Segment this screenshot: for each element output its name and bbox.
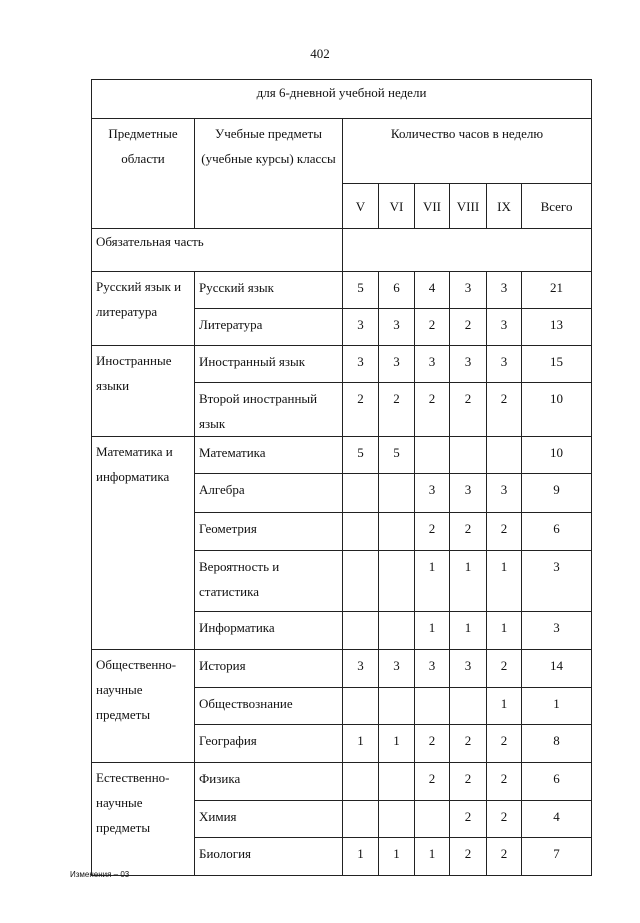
hours-cell <box>379 688 415 725</box>
hours-cell <box>415 801 450 838</box>
hours-cell <box>415 688 450 725</box>
hours-cell <box>415 437 450 474</box>
hours-total: 13 <box>522 309 592 346</box>
hours-cell: 1 <box>379 838 415 876</box>
hours-cell: 2 <box>487 383 522 437</box>
hours-cell: 2 <box>487 650 522 688</box>
hours-cell: 1 <box>450 612 487 650</box>
hours-cell: 5 <box>379 437 415 474</box>
hours-cell: 3 <box>450 650 487 688</box>
hours-cell <box>379 513 415 551</box>
hours-cell: 1 <box>487 688 522 725</box>
subject-name: Физика <box>195 763 343 801</box>
hours-cell: 3 <box>343 346 379 383</box>
hours-cell: 3 <box>379 309 415 346</box>
table-row <box>92 763 592 801</box>
hours-cell <box>343 801 379 838</box>
hours-cell <box>343 513 379 551</box>
subject-name: География <box>195 725 343 763</box>
hours-cell: 2 <box>450 513 487 551</box>
hours-cell: 3 <box>450 272 487 309</box>
class-header: V <box>343 184 379 229</box>
subject-area: Общественно-научные предметы <box>92 650 195 763</box>
hours-cell: 2 <box>415 513 450 551</box>
curriculum-table <box>91 79 592 876</box>
header-hours: Количество часов в неделю <box>343 119 592 184</box>
hours-cell: 1 <box>343 725 379 763</box>
hours-cell: 2 <box>450 801 487 838</box>
hours-cell: 4 <box>415 272 450 309</box>
hours-total: 6 <box>522 513 592 551</box>
hours-cell <box>450 688 487 725</box>
hours-cell <box>343 474 379 513</box>
hours-total: 10 <box>522 437 592 474</box>
class-header: IX <box>487 184 522 229</box>
hours-cell <box>379 474 415 513</box>
hours-cell: 2 <box>487 763 522 801</box>
hours-cell: 3 <box>487 309 522 346</box>
subject-name: Геометрия <box>195 513 343 551</box>
hours-cell <box>379 551 415 612</box>
hours-total: 3 <box>522 551 592 612</box>
hours-total: 6 <box>522 763 592 801</box>
subject-area: Иностранные языки <box>92 346 195 437</box>
class-header: VIII <box>450 184 487 229</box>
hours-cell: 2 <box>487 513 522 551</box>
hours-cell: 3 <box>415 650 450 688</box>
hours-cell: 2 <box>415 763 450 801</box>
subject-name: Химия <box>195 801 343 838</box>
header-area: Предметные области <box>92 119 195 229</box>
subject-name: Информатика <box>195 612 343 650</box>
hours-cell: 2 <box>450 383 487 437</box>
hours-cell <box>379 763 415 801</box>
hours-cell <box>343 763 379 801</box>
subject-area: Математика и информатика <box>92 437 195 650</box>
hours-cell <box>343 551 379 612</box>
subject-name: Обществознание <box>195 688 343 725</box>
hours-cell: 3 <box>379 650 415 688</box>
subject-name: Алгебра <box>195 474 343 513</box>
hours-total: 15 <box>522 346 592 383</box>
section-row <box>92 229 592 272</box>
hours-cell: 3 <box>415 474 450 513</box>
hours-cell: 3 <box>487 272 522 309</box>
class-header: VII <box>415 184 450 229</box>
hours-cell: 1 <box>343 838 379 876</box>
hours-cell: 6 <box>379 272 415 309</box>
class-header-total: Всего <box>522 184 592 229</box>
table-row <box>92 272 592 309</box>
hours-cell <box>379 801 415 838</box>
section-label: Обязательная часть <box>92 229 343 272</box>
hours-cell: 2 <box>415 309 450 346</box>
hours-cell <box>379 612 415 650</box>
header-subject: Учебные предметы (учебные курсы) классы <box>195 119 343 229</box>
hours-cell: 1 <box>450 551 487 612</box>
hours-total: 10 <box>522 383 592 437</box>
class-header: VI <box>379 184 415 229</box>
subject-area: Русский язык и литература <box>92 272 195 346</box>
hours-cell: 3 <box>379 346 415 383</box>
hours-total: 8 <box>522 725 592 763</box>
hours-total: 14 <box>522 650 592 688</box>
subject-name: Русский язык <box>195 272 343 309</box>
hours-total: 7 <box>522 838 592 876</box>
table-title: для 6-дневной учебной недели <box>92 80 592 119</box>
subject-name: Второй иностранный язык <box>195 383 343 437</box>
hours-cell: 1 <box>487 612 522 650</box>
hours-cell <box>487 437 522 474</box>
table-title-row <box>92 80 592 119</box>
hours-cell: 5 <box>343 437 379 474</box>
hours-cell: 3 <box>450 474 487 513</box>
subject-name: История <box>195 650 343 688</box>
page-number: 402 <box>310 46 330 61</box>
table-row <box>92 437 592 474</box>
hours-total: 3 <box>522 612 592 650</box>
hours-cell: 5 <box>343 272 379 309</box>
hours-cell: 1 <box>379 725 415 763</box>
hours-cell: 2 <box>487 838 522 876</box>
hours-cell: 3 <box>450 346 487 383</box>
table-row <box>92 650 592 688</box>
hours-cell: 3 <box>343 650 379 688</box>
hours-cell: 2 <box>487 725 522 763</box>
table-header-row <box>92 119 592 184</box>
hours-cell: 3 <box>487 474 522 513</box>
hours-cell: 3 <box>487 346 522 383</box>
hours-cell: 3 <box>343 309 379 346</box>
hours-cell: 2 <box>415 725 450 763</box>
hours-total: 1 <box>522 688 592 725</box>
hours-cell: 2 <box>343 383 379 437</box>
subject-area: Естественно-научные предметы <box>92 763 195 876</box>
hours-cell: 1 <box>487 551 522 612</box>
hours-cell: 2 <box>450 725 487 763</box>
section-empty <box>343 229 592 272</box>
hours-total: 4 <box>522 801 592 838</box>
hours-cell: 1 <box>415 612 450 650</box>
hours-cell <box>343 688 379 725</box>
table-row <box>92 346 592 383</box>
footer-note: Изменения – 03 <box>70 870 130 879</box>
hours-cell <box>343 612 379 650</box>
hours-cell: 2 <box>450 763 487 801</box>
hours-total: 21 <box>522 272 592 309</box>
hours-cell <box>450 437 487 474</box>
hours-cell: 2 <box>415 383 450 437</box>
hours-cell: 2 <box>379 383 415 437</box>
hours-cell: 2 <box>487 801 522 838</box>
subject-name: Вероятность и статистика <box>195 551 343 612</box>
subject-name: Литература <box>195 309 343 346</box>
hours-total: 9 <box>522 474 592 513</box>
subject-name: Иностранный язык <box>195 346 343 383</box>
hours-cell: 2 <box>450 309 487 346</box>
subject-name: Математика <box>195 437 343 474</box>
hours-cell: 1 <box>415 838 450 876</box>
subject-name: Биология <box>195 838 343 876</box>
hours-cell: 2 <box>450 838 487 876</box>
hours-cell: 3 <box>415 346 450 383</box>
hours-cell: 1 <box>415 551 450 612</box>
